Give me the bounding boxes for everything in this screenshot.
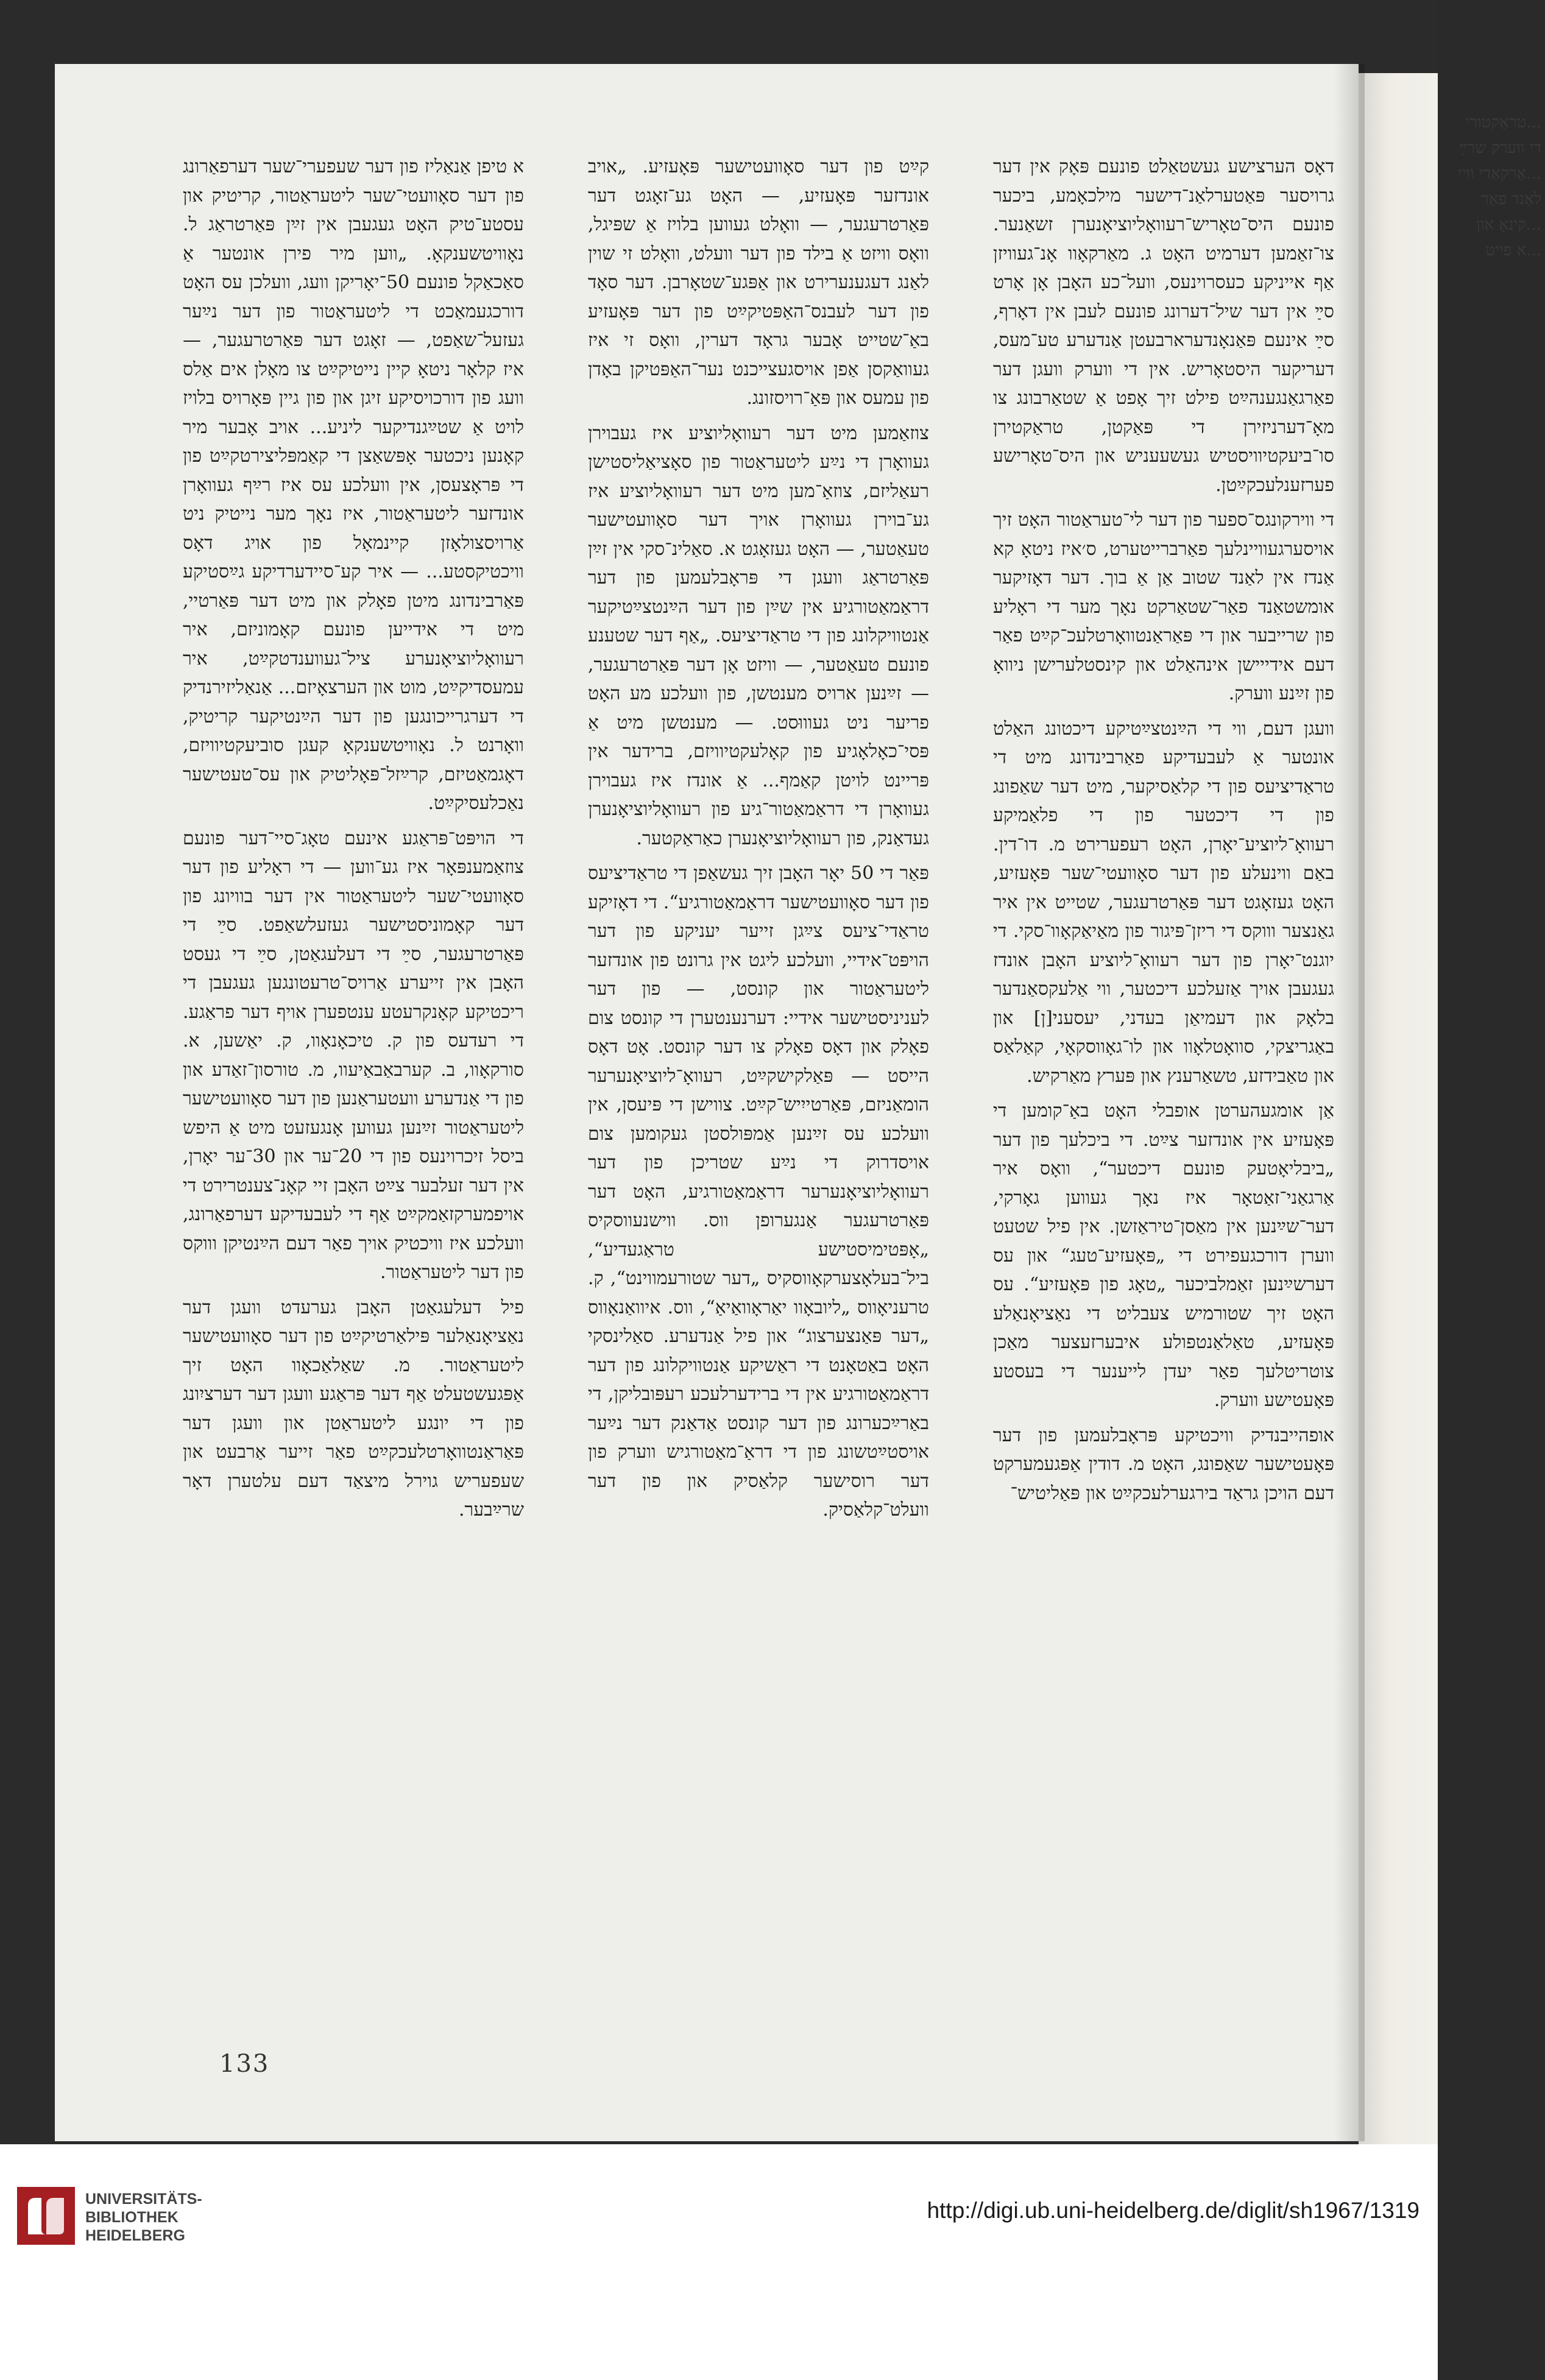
- adjacent-page-text: ...טראַקטורי די ווערק שרײַ ...אַרקאַדי וויי לאַנד פאַר ...קינאָ און ...א פייט: [1457, 113, 1541, 260]
- paragraph: א טיפן אַנאַליז פון דער שעפערי־שער דערפאַרונג פון דער סאָוועטי־שער ליטעראַטור, קריטיק און עסטע־טיק האָט געגעבן אין זײַן פּאַרטראַג ל. נאָוויטשענקאָ. „ווען מיר פירן אונטער אַ סאַכאַקל פונעם 50־יאָריקן וועג, וועלכן עס האָט דורכגעמאַכט די ליטעראַטור פון דער נײַער געזעל־שאַפט, — זאָגט דער פּאַרטרעגער, — איז קלאָר ניטאָ קיין נייטיקײַט צו מאָלן אים אַלס וועג פון דורכויסיקע זיגן און פון גיין פּאָרויס בלויז לויט אַ שטײַגנדיקער ליניע... אויב אָבער מיר קאָנען ניכטער אָפּשאַצן די קאַמפּליצירטקײַט פון די פּראָצעסן, אין וועלכע עס איז רײַף געוואָרן אונדזער ליטעראַטור, איז נאָך מער נייטיק ניט אַרויסצולאָזן קיינמאָל פון אויג דאָס וויכטיקסטע... — איר קע־סיידערדיקע גײַסטיקע פּאַרבינדונג מיטן פאָלק און מיט דער פּאַרטיי, מיט די אידייען פונעם קאָמוניזם, איר רעוואָליוציאָנערע ציל־געווענדטקײַט, איר עמעסדיקײַט, מוט און הערצאָיזם... אַנאַליזירנדיק די דערגרייכונגען פון דער הײַנטיקער קריטיק, וואָרנט ל. נאָוויטשענקאָ קעגן סוביעקטיוויזם, דאָגמאַטיזם, קרײַזל־פּאָליטיק און עס־טעטישער נאַכלעסיקײַט.: [183, 156, 524, 814]
- source-url-link[interactable]: http://digi.ub.uni-heidelberg.de/diglit/sh1967/1319: [927, 2198, 1419, 2223]
- digitization-footer: [0, 2144, 1438, 2380]
- paragraph: צוזאַמען מיט דער רעוואָליוציע איז געבוירן געוואָרן די נײַע ליטעראַטור פון סאָציאַליסטישן רעאַליזם, צוזאַ־מען מיט דער רעוואָליוציע איז גע־בוירן געוואָרן אויך דער סאָוועטישער טעאַטער, — האָט געזאָגט א. סאַלינ־סקי אין זײַן פּאַרטראַג וועגן די פּראָבלעמען פון דער דראַמאַטורגיע אין שײַן פון דער הײַנטצײַטיקער אַנטוויקלונג פון די טראַדיציעס. „אַף דער שטענע פונעם טעאַטער, — וויזט אָן דער פּאַרטרעגער, — זײַנען ארויס מענטשן, פון וועלכע מע האָט פריער ניט געוווּסט. — מענטשן מיט אַ פּסי־כאָלאָגיע פון קאָלעקטיוויזם, ברידער אין פּריינט לויטן קאַמף... אַ אונדז איז געבוירן געוואָרן די דראַמאַטור־גיע פון רעוואָליוציאָנערן געדאַנק, פון רעוואָליוציאָנערן כאַראַקטער.: [588, 422, 929, 849]
- paragraph: וועגן דעם, ווי די הײַנטצײַטיקע דיכטונג האַלט אונטער אַ לעבעדיקע פאַרבינדונג מיט די טראַדיציעס פון די קלאַסיקער, מיט דער שאַפונג פון די דיכטער פון די פלאַמיקע רעוואָ־ליוציע־יאָרן, האָט רעפערירט מ. דו־דין. באַם ווינעלע פון דער סאָוועטי־שער פּאָעזיע, האָט געזאָגט דער פּאַרטרעגער, שטייט אין איר גאַנצער וווקס די ריזן־פּיגור פון מאַיאַקאָוו־סקי. די יוגנט־יאָרן פון דער רעוואָ־ליוציע האָבן אונדז געגעבן אויך אַזעלכע דיכטער, ווי אַלעקסאַנדער בלאָק און דעמיאַן בעדני, יעסעני[ן] און באַגריצקי, סוואָטלאָוו און לו־גאָווסקאָי, קאַלאַס און טאַבידזע, טשאַרענץ און פּערץ מאַרקיש.: [993, 718, 1334, 1087]
- adjacent-page-edge: [1359, 73, 1541, 2156]
- text-column-right: [993, 152, 1334, 1508]
- paragraph: די ווירקונגס־ספער פון דער לי־טעראַטור האָט זיך אויסערגעוויינלעך פאַרברייטערט, ס׳איז ניטאָ קא אַנדז אין לאַנד שטוב אַן אַ בוך. דער דאָזיקער אומשטאַנד פאַר־שטאַרקט נאָך מער די ראָליע פון שרייבער און די פּאַראַנטוואָרטלעכ־קײַט פאַר דעם אידייישן אינהאַלט און קינסטלערישן ניוואָ פון זײַנע ווערק.: [993, 509, 1334, 704]
- text-column-left: [183, 152, 524, 1525]
- paragraph: פּאַר די 50 יאָר האָבן זיך געשאַפן די טראַדיציעס פון דער סאָוועטישער דראַמאַטורגיע“. די דאָזיקע טראַדי־ציעס צײַגן זייער יעניקע פון דער הויפּט־אידיי, וועלכע ליגט אין גרונט פון אונדזער ליטעראַטור און קונסט, — פון דער לעניניסטישער אידיי: דערנענטערן די קונסט צום פאָלק און דאָס פאָלק צו דער קונסט. אָט דאָס הייסט — פּאַלקישקײַט, רעוואָ־ליוציאָנערער הומאַניזם, פּאַרטייִיש־קײַט. צווישן די פּיעסן, אין וועלכע עס זײַנען אַמפּולסטן געקומען צום אויסדרוק די נײַע שטריכן פון דער רעוואָליוציאָנערער דראַמאַטורגיע, האָט דער פּאַרטרעגער אַנגערופן ווס. ווישנעווסקיס „אָפּטימיסטישע טראַגעדיע“, ביל־בעלאָצערקאָווסקיס „דער שטורעמווינט“, ק. טרעניאָווס „ליובאָוו יאַראָוואַיאַ“, ווס. איוואַנאָווס „דער פּאַנצערצוג“ און פיל אַנדערע. סאַלינסקי האָט באַטאָנט די ראַשיקע אַנטוויקלונג פון דער דראַמאַטורגיע אין די ברידערלעכע רעפּובליקן, די באַרײַכערונג פון דער קונסט אַדאַנק דער נײַער אויסטײַטשונג פון די דראַ־מאַטורגיש ווערק פון דער רוסישער קלאַסיק און פון דער וועלט־קלאַסיק.: [588, 863, 929, 1520]
- text-column-middle: [588, 152, 929, 1525]
- paragraph: פיל דעלעגאַטן האָבן גערעדט וועגן דער נאַציאָנאַלער פּילאַרטיקײַט פון דער סאָוועטישער ליטעראַטור. מ. שאַלאַכאָוו האָט זיך אַפּגעשטעלט אַף דער פּראַגע וועגן דער דערציִונג פון די יונגע ליטעראַטן און וועגן דער פּאַראַנטוואָרטלעכקײַט פאַר זייער אַרבעט און שעפעריש גוירל מיצאַד דעם עלטערן דאָר שרײַבער.: [183, 1296, 524, 1520]
- paragraph: אַן אומגעהערטן אופבלי האָט באַ־קומען די פּאָעזיע אין אונדזער צײַט. די ביכלעך פון דער „ביבליאָטעק פונעם דיכטער“, וואָס איר אַרגאַני־זאַטאָר איז נאָך געווען גאָרקי, דער־שײַנען אין מאַסן־טיראַזשן. אין פיל שטעט ווערן דורכגעפירט די „פּאָעזיע־טעג“ און עס דערשײַנען זאַמלביכער „טאָג פון פּאָעזיע“. עס האָט זיך שטורמיש צעבליט די נאַציאָנאַלע פּאָעזיע, טאַלאַנטפולע איבערזעצער מאַכן צוטריטלעך פאַר יעדן לייענער די בעסטע פּאָעטישע ווערק.: [993, 1100, 1334, 1411]
- gutter-shadow: [1334, 64, 1365, 2141]
- paragraph: די הויפּט־פּראַגע אינעם טאָג־סיי־דער פונעם צוזאַמענפּאָר איז גע־ווען — די ראָליע פון דער סאָוועטי־שער ליטעראַטור אין דער בוויונג פון דער קאָמוניסטישער געזעלשאַפט. סײַ די פּאַרטרעגער, סײַ די דעלעגאַטן, סײַ די געסט האָבן אין זייערע אַרויס־טרעטונגען געגעבן די ריכטיקע קאָנקרעטע ענטפערן אויף דער פראַגע. די רעדעס פון ק. טיכאָנאָוו, ק. יאַשען, א. סורקאָוו, ב. קערבאַבאַיעוו, מ. טורסון־זאַדע און פון די אַנדערע וועטעראַנען פון דער סאָוועטישער ליטעראַטור זײַנען געווען אָנגעזעט מיט אַ היפש ביסל זיכרוינעס פון די 20־ער און 30־ער יאָרן, אין דער זעלבער צײַט האָבן זיי קאָנ־צענטרירט די אויפמערקזאַמקײַט אַף די לעבעדיקע דערפאַרונג, וועלכע איז וויכטיק אויך פאַר דעם הײַנטיקן וווקס פון דער ליטעראַטור.: [183, 827, 524, 1283]
- paragraph: אופהייבנדיק וויכטיקע פּראָבלעמען פון דער פּאָעטישער שאַפונג, האָט מ. דודין אַפּגעמערקט דעם הויכן גראַד בירגערלעכקײַט און פּאַליטיש־: [993, 1424, 1334, 1504]
- library-name: UNIVERSITÄTS- BIBLIOTHEK HEIDELBERG: [85, 2191, 202, 2244]
- paragraph: דאָס הערצישע געשטאַלט פונעם פּאָק אין דער גרויסער פּאַטערלאַנ־דישער מילכאָמע, ביכער פונעם היס־טאָריש־רעוואָליוציאָנערן זשאַנער. צו־זאַמען דערמיט האָט ג. מאַרקאָוו אָנ־געוויזן אַף אייניקע כעסרוינעס, וועל־כע האָבן אָן אָרט סײַ אין דער שיל־דערונג פונעם לעבן אין דאָרף, סײַ אינעם פּאַנאָנדערארבעטן אַנדערע טע־מעס, דעריקער היסטאָריש. אין די ווערק וועגן דער פאַרגאַנגענהײַט פילט זיך אָפט אַ שטאַרבונג צו מאָ־דערניזירן די פּאַקטן, טראַקטירן סו־ביעקטיוויסטיש געשעעניש און היס־טאָרישע פערזענלעכקײַטן.: [993, 156, 1334, 496]
- library-logo-icon: [17, 2187, 75, 2245]
- paragraph: קײַט פון דער סאָוועטישער פּאָעזיע. „אויב אונדזער פּאָעזיע, — האָט גע־זאָגט דער פּאַרטרעגער, — וואָלט געווען בלויז אַ שפּיגל, וואָס וויזט אַ בילד פון דער וועלט, וואָלט זי שוין לאַנג דעגענערירט און אַפּגע־שטאָרבן. דער סאָד פון דער לעבנס־האַפּטיקײַט פון דער פּאָעזיע באַ־שטייט אָבער גראָד דערין, וואָס זי איז געוואַקסן אַפן אויסגעצייכנט נער־האַפּטיקן באָדן פון עמעס און פּאַ־רויסזונג.: [588, 156, 929, 409]
- page-number: 133: [219, 2050, 270, 2078]
